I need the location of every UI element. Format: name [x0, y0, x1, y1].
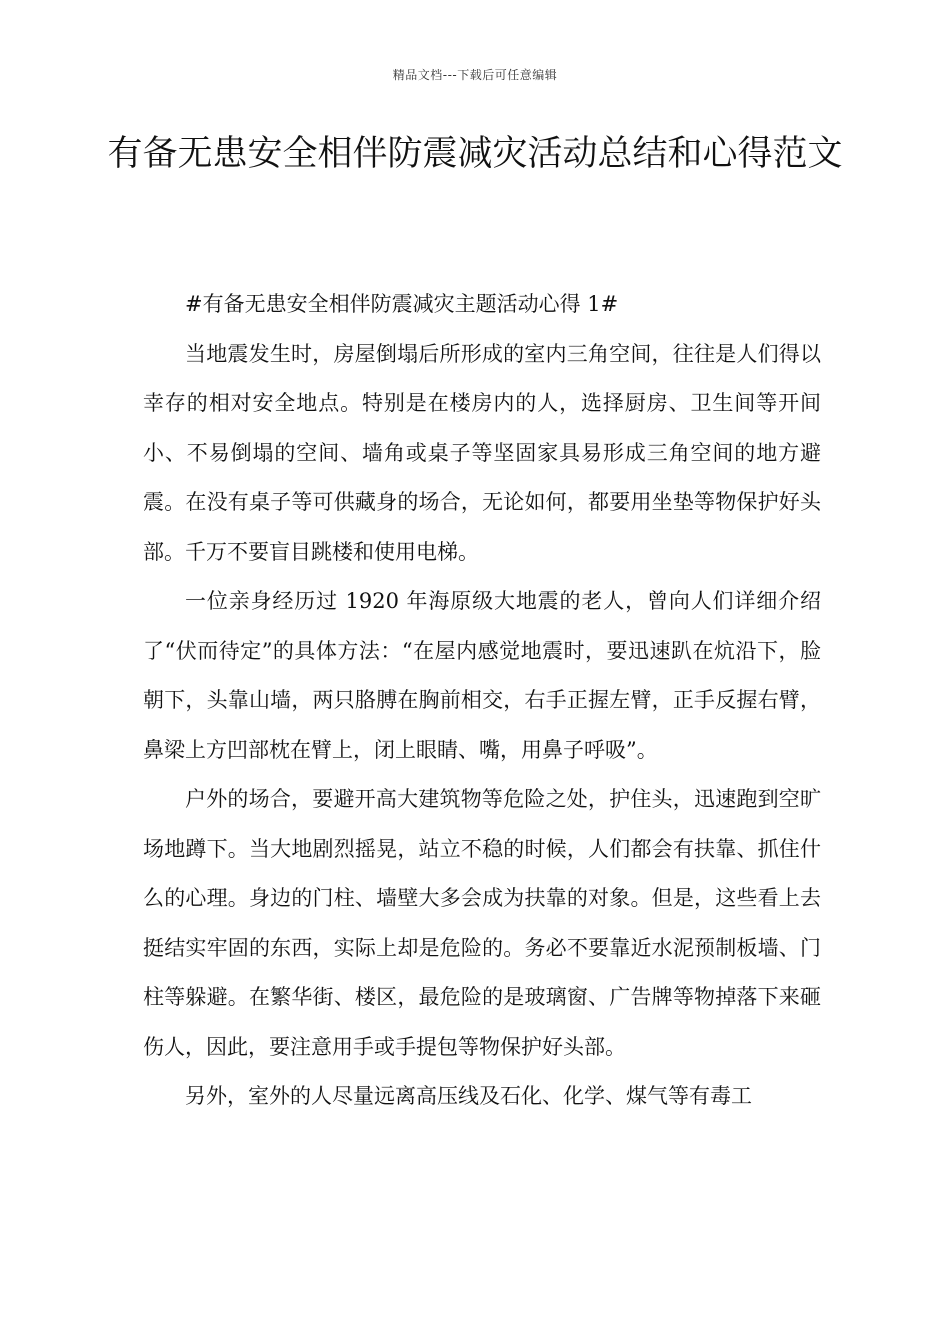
paragraph: 户外的场合，要避开高大建筑物等危险之处，护住头，迅速跑到空旷场地蹲下。当大地剧烈摇晃，站立不稳的时候，人们都会有扶靠、抓住什么的心理。身边的门柱、墙壁大多会成为扶靠的对象。但是，这些看上去挺结实牢固的东西，实际上却是危险的。务必不要靠近水泥预制板墙、门柱等躲避。在繁华街、楼区，最危险的是玻璃窗、广告牌等物掉落下来砸伤人，因此，要注意用手或手提包等物保护好头部。 [143, 787, 821, 1059]
paragraph: 一位亲身经历过 1920 年海原级大地震的老人，曾向人们详细介绍了“伏而待定”的具体方法：“在屋内感觉地震时，要迅速趴在炕沿下，脸朝下，头靠山墙，两只胳膊在胸前相交，右手正握左臂，正手反握右臂，鼻梁上方凹部枕在臂上，闭上眼睛、嘴，用鼻子呼吸”。 [143, 589, 821, 762]
paragraph: 另外，室外的人尽量远离高压线及石化、化学、煤气等有毒工 [185, 1084, 752, 1108]
paragraph: 当地震发生时，房屋倒塌后所形成的室内三角空间，往往是人们得以幸存的相对安全地点。特别是在楼房内的人，选择厨房、卫生间等开间小、不易倒塌的空间、墙角或桌子等坚固家具易形成三角空间的地方避震。在没有桌子等可供藏身的场合，无论如何，都要用坐垫等物保护好头部。千万不要盲目跳楼和使用电梯。 [143, 341, 821, 564]
header-watermark: 精品文档---下载后可任意编辑 [392, 68, 558, 82]
document-title: 有备无患安全相伴防震减灾活动总结和心得范文 [107, 134, 843, 174]
document-body [143, 280, 821, 1122]
section-heading: #有备无患安全相伴防震减灾主题活动心得 1# [185, 292, 619, 316]
